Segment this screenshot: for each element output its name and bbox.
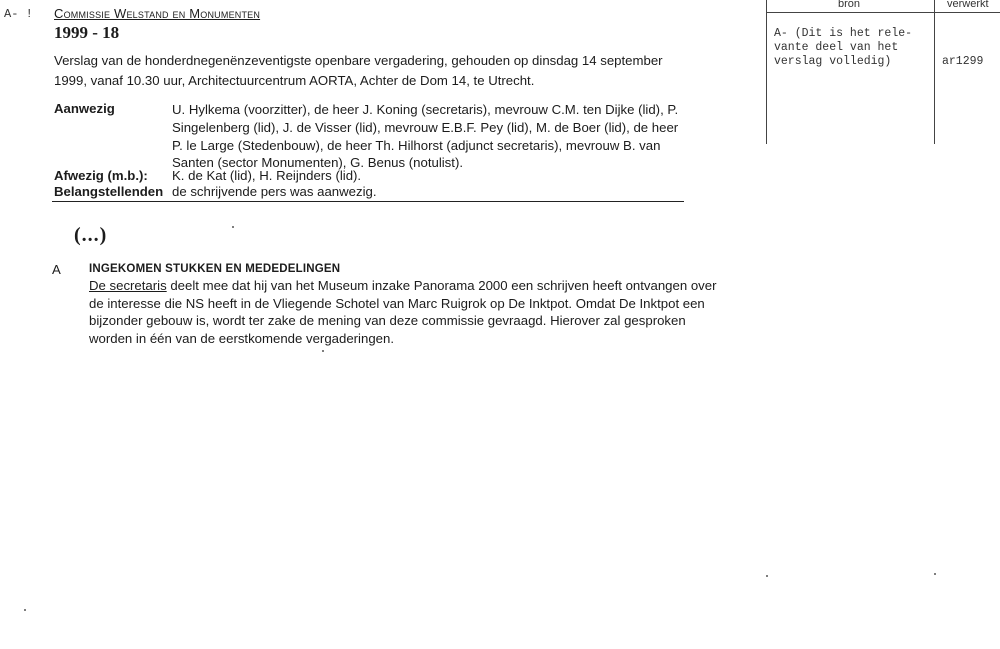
meeting-intro: Verslag van de honderdnegenënzeventigste openbare vergadering, gehouden op dinsdag 14 september 1999, vanaf 10.30 uur, Architectuurcentrum AORTA, Achter de Dom 14, te Utrecht. [54,53,663,88]
present-label: Aanwezig [54,101,115,116]
scan-speck [232,226,234,228]
source-note: A- (Dit is het rele- vante deel van het verslag volledig) [774,27,913,68]
header-divider [52,201,684,202]
scan-speck [24,609,26,611]
interested-text: de schrijvende pers was aanwezig. [172,184,377,199]
processed-code: ar1299 [942,55,984,68]
section-title: INGEKOMEN STUKKEN EN MEDEDELINGEN [89,263,341,275]
scan-speck [766,575,768,577]
scan-speck [322,350,324,352]
section-body [89,277,729,347]
interested-label: Belangstellenden [54,184,164,199]
scan-speck [934,573,936,575]
omission-marker: (...) [74,224,108,246]
meeting-number: 1999 - 18 [54,23,120,42]
present-list: U. Hylkema (voorzitter), de heer J. Koning (secretaris), mevrouw C.M. ten Dijke (lid), P. Singelenberg (lid), J. de Visser (lid), mevrouw E.B.F. Pey (lid), M. de Boer (lid), de heer P. le Large (Stedenbouw), de heer Th. Hilhorst (adjunct secretaris), mevrouw B. van Santen (sector Monumenten), G. Benus (notulist). [172,102,679,171]
page-stamp: A- ! [4,7,33,21]
section-text: deelt mee dat hij van het Museum inzake Panorama 2000 een schrijven heeft ontvangen over de interesse die NS heeft in de Vliegende Schotel van Marc Ruigrok op De Inktpot. Omdat De Inktpot een bijzonder gebouw is, wordt ter zake de mening van deze commissie gevraagd. Hierover zal gesproken worden in één van de eerstkomende vergaderingen. [89,278,717,346]
section-letter: A [52,262,61,277]
absent-label: Afwezig (m.b.): [54,168,148,183]
organization-title: Commissie Welstand en Monumenten [54,6,261,21]
box-header-rule [766,12,1000,13]
box-left-border [766,0,767,144]
box-mid-border [934,0,935,144]
column-header-bron: bron [838,0,861,10]
absent-list: K. de Kat (lid), H. Reijnders (lid). [172,168,362,183]
section-speaker: De secretaris [89,278,167,293]
column-header-verwerkt: verwerkt [947,0,989,10]
